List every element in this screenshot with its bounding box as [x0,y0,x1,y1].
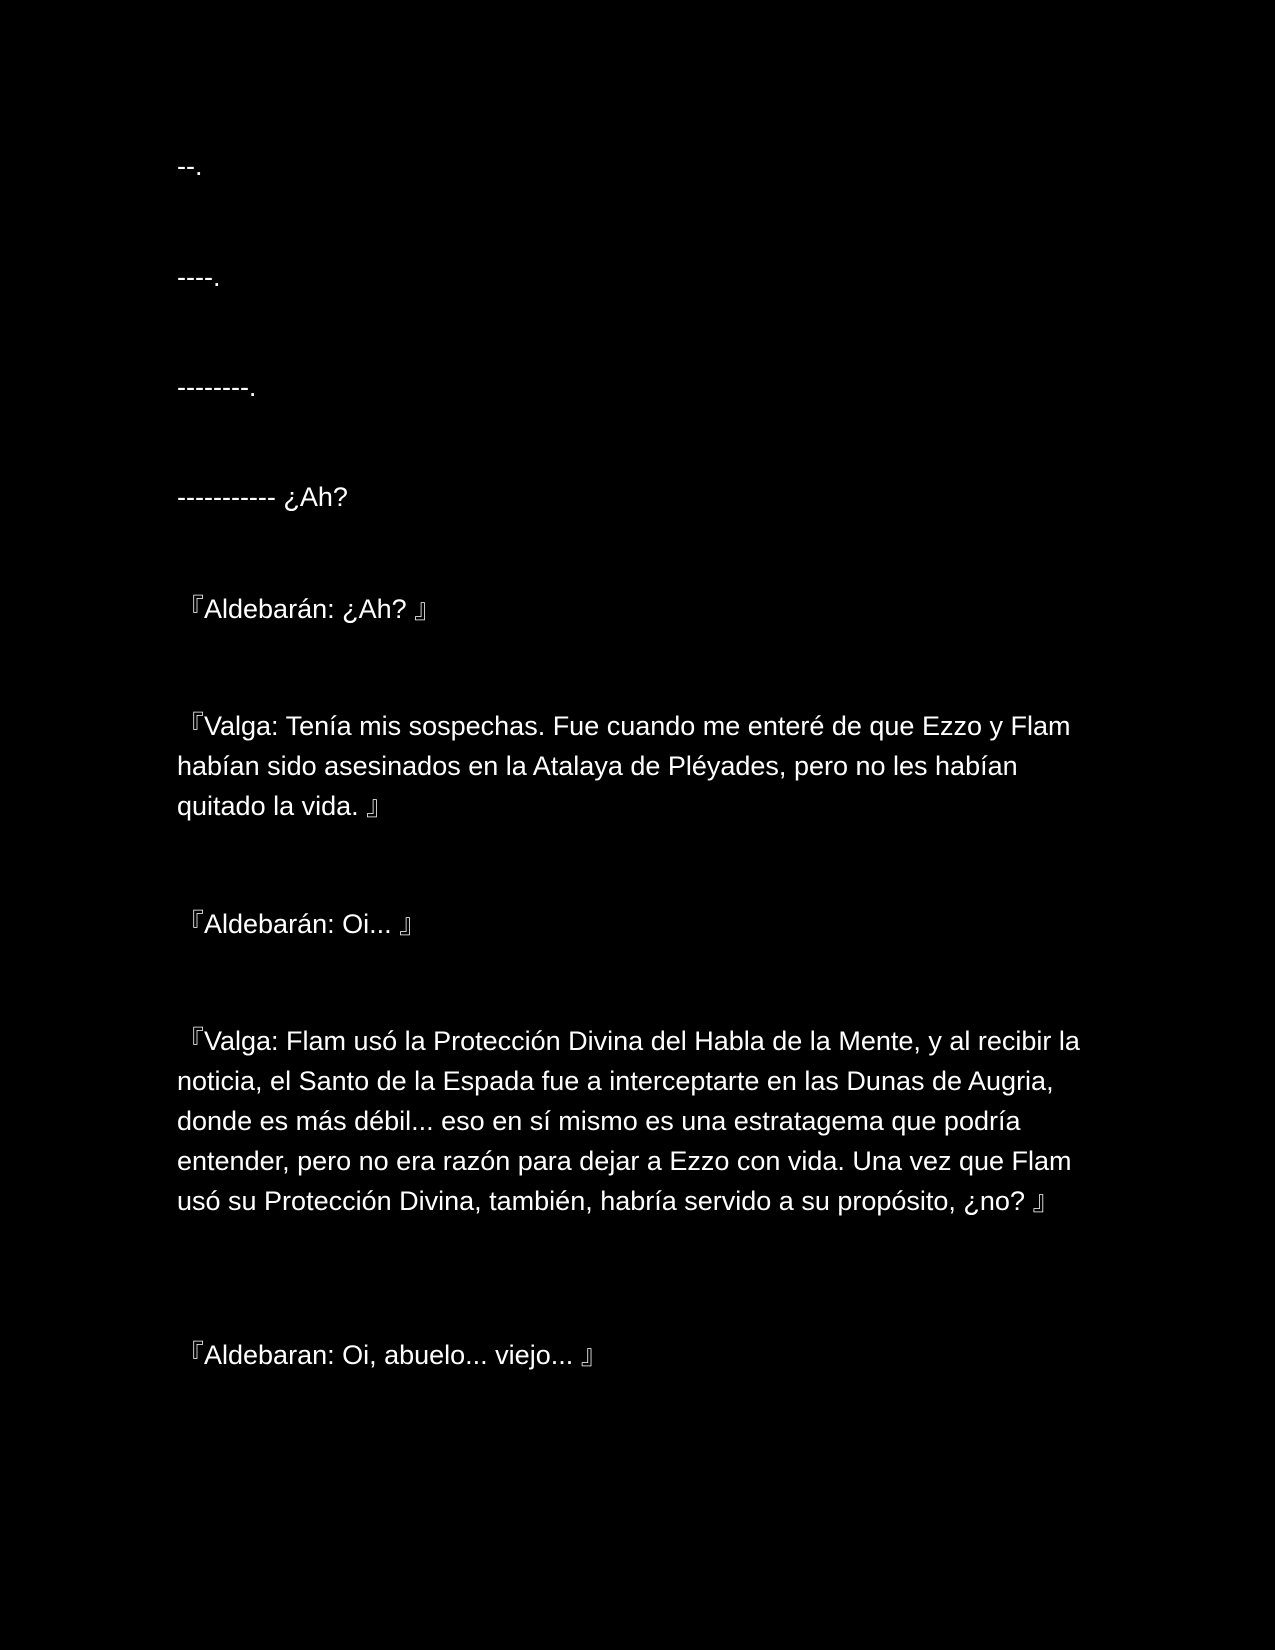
paragraph-9: 『Aldebaran: Oi, abuelo... viejo... 』 [177,1340,608,1370]
paragraph-1: --. [177,151,203,181]
paragraph-8: 『Valga: Flam usó la Protección Divina del Habla de la Mente, y al recibir la noticia, el Santo de la Espada fue a interceptarte en las Dunas de Augria, donde es más débil... eso en sí mismo es una estratagema que podría entender, pero no era razón para dejar a Ezzo con vida. Una vez que Flam usó su Protección Divina, también, habría servido a su propósito, ¿no? 』 [177,1026,1080,1216]
paragraph-4: ----------- ¿Ah? [177,482,348,512]
paragraph-3: --------. [177,372,257,402]
paragraph-6: 『Valga: Tenía mis sospechas. Fue cuando me enteré de que Ezzo y Flam habían sido asesinados en la Atalaya de Pléyades, pero no les habían quitado la vida. 』 [177,711,1071,821]
paragraph-2: ----. [177,262,221,292]
paragraph-5: 『Aldebarán: ¿Ah? 』 [177,594,442,624]
paragraph-7: 『Aldebarán: Oi... 』 [177,909,427,939]
